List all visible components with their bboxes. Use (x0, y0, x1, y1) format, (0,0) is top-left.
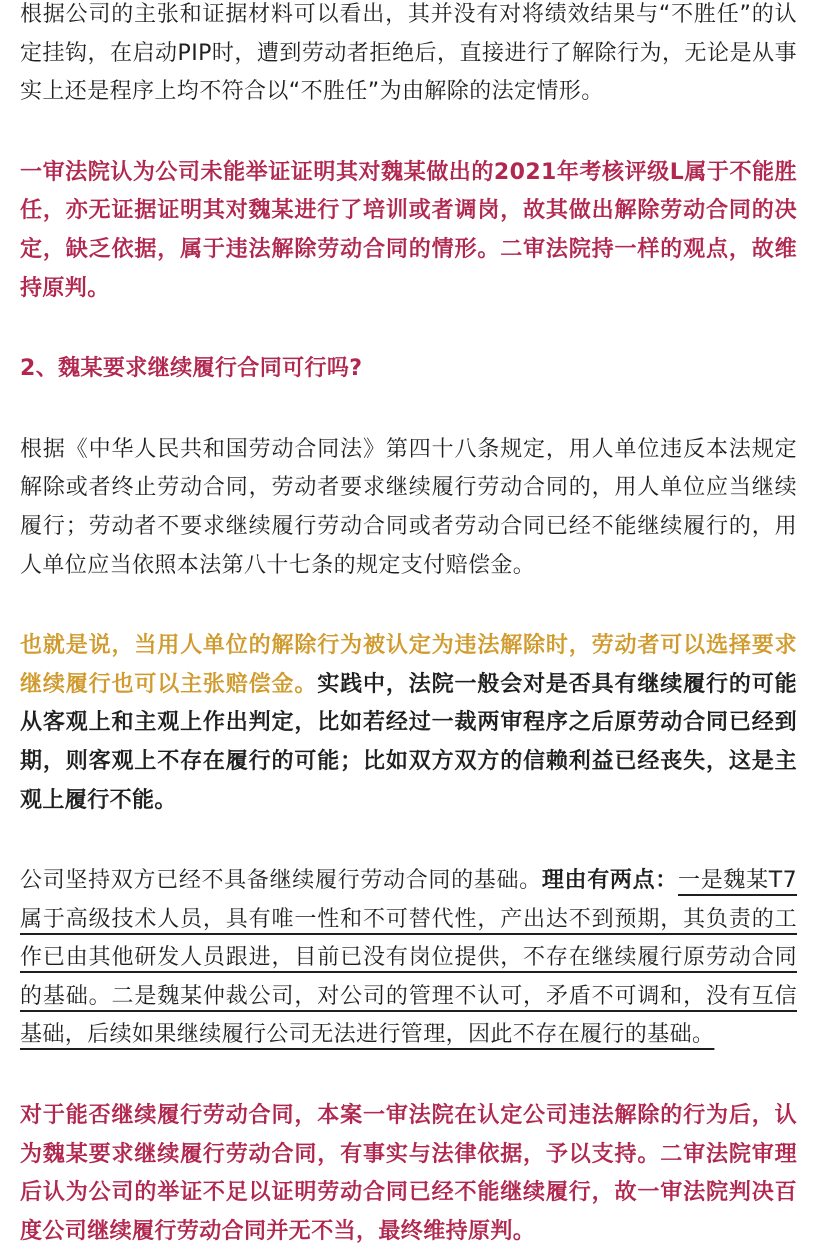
paragraph-company-position (20, 862, 797, 1055)
paragraph-gap (20, 308, 797, 350)
bold-practice-text: 实践中，法院一般会对是否具有继续履行的可能从客观上和主观上作出判定，比如若经过一裁两审程序之后原劳动合同已经到期，则客观上不存在履行的可能；比如双方双方的信赖利益已经丧失，这是主观上履行不能。 (20, 671, 797, 813)
plain-text: 公司坚持双方已经不具备继续履行劳动合同的基础。 (20, 868, 542, 894)
paragraph-gap (20, 112, 797, 154)
paragraph-labor-law-article-48: 根据《中华人民共和国劳动合同法》第四十八条规定，用人单位违反本法规定解除或者终止劳动合同，劳动者要求继续履行劳动合同的，用人单位应当继续履行；劳动者不要求继续履行劳动合同或者劳动合同已经不能继续履行的，用人单位应当依照本法第八十七条的规定支付赔偿金。 (20, 436, 797, 578)
paragraph-first-instance-ruling: 一审法院认为公司未能举证证明其对魏某做出的2021年考核评级L属于不能胜任，亦无证据证明其对魏某进行了培训或者调岗，故其做出解除劳动合同的决定，缺乏依据，属于违法解除劳动合同的情形。二审法院持一样的观点，故维持原判。 (20, 159, 797, 301)
paragraph-final-ruling: 对于能否继续履行劳动合同，本案一审法院在认定公司违法解除的行为后，认为魏某要求继续履行劳动合同，有事实与法律依据，予以支持。二审法院审理后认为公司的举证不足以证明劳动合同已经不能继续履行，故一审法院判决百度公司继续履行劳动合同并无不当，最终维持原判。 (20, 1103, 797, 1244)
paragraph-illegal-termination-options (20, 627, 797, 820)
paragraph-gap (20, 820, 797, 862)
paragraph-company-claim-analysis: 根据公司的主张和证据材料可以看出，其并没有对将绩效结果与“不胜任”的认定挂钩，在启动PIP时，遭到劳动者拒绝后，直接进行了解除行为，无论是从事实上还是程序上均不符合以“不胜任”为由解除的法定情形。 (20, 2, 797, 105)
highlight-gold-text: 也就是说，当用人单位的解除行为被认定为违法解除时，劳动者可以选择要求继续履行也可以主张赔偿金。 (20, 633, 797, 697)
paragraph-gap (20, 389, 797, 431)
underlined-reasons-text: 一是魏某T7属于高级技术人员，具有唯一性和不可替代性，产出达不到预期，其负责的工作已由其他研发人员跟进，目前已没有岗位提供，不存在继续履行原劳动合同的基础。二是魏某仲裁公司，对公司的管理不认可，矛盾不可调和，没有互信基础，后续如果继续履行公司无法进行管理，因此不存在履行的基础。 (20, 868, 797, 1048)
section-heading-continue-contract: 2、魏某要求继续履行合同可行吗? (20, 356, 363, 382)
paragraph-gap (20, 585, 797, 627)
bold-reasons-label: 理由有两点： (541, 868, 678, 894)
paragraph-gap (20, 1055, 797, 1097)
